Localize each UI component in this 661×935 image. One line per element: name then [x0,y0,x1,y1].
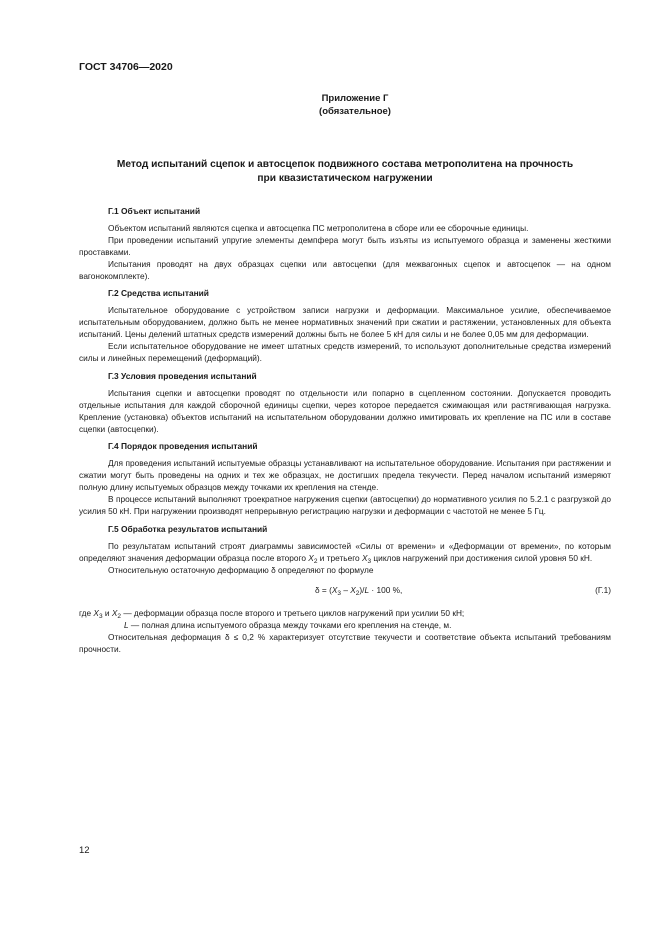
text-run: — деформации образца после второго и третьего циклов нагружений при усилии 50 кН; [121,608,465,619]
formula-expression [315,585,402,597]
subscript: 3 [98,613,103,621]
text-run: )/ [359,585,365,596]
variable-x: X [111,608,118,619]
document-body [79,206,611,656]
text-run: циклов нагружений при достижения силой уровня 50 кН. [371,552,593,563]
paragraph [79,541,611,565]
paragraph: Относительная деформация δ ≤ 0,2 % характеризует отсутствие текучести и соответствие объекта испытаний требованиям прочности. [79,632,611,655]
paragraph: Испытания проводят на двух образцах сцепки или автосцепки (для межвагонных сцепок и автосцепок — на одном вагонокомплекте). [79,258,611,281]
subscript: 3 [367,557,372,565]
text-run: – [341,585,351,596]
page-number: 12 [79,845,90,856]
paragraph: При проведении испытаний упругие элементы демпфера могут быть изъяты из испытуемого образца и заменены жесткими проставками. [79,234,611,257]
variable-x: X [361,552,368,563]
variable-x: X [308,552,314,563]
appendix-header [300,92,410,118]
paragraph: Испытания сцепки и автосцепки проводят по отдельности или попарно в сцепленном состоянии. Допускается проводить отдельные испытания для каждой сборочной единицы сцепки, через которое передается сжимающая или растягивающая нагрузка. Крепление (установка) объектов испытаний на испытательном оборудовании должно имитировать их крепление на ПС или в составе сцепки (автосцепки). [79,387,611,434]
variable-x: X [350,585,356,596]
subscript: 2 [355,590,360,598]
text-run: где [79,608,94,619]
text-run: По результатам испытаний строят диаграммы зависимостей «Силы от времени» и «Деформации от времени», по которым определяют значения деформации образца после второго [79,540,611,563]
text-run: и [102,608,112,619]
paragraph: Если испытательное оборудование не имеет штатных средств измерений, то используют дополнительные средства измерений силы и линейных перемещений (деформаций). [79,341,611,363]
formula-number: (Г.1) [595,585,611,596]
variable-x: X [331,585,338,596]
section-heading-g4: Г.4 Порядок проведения испытаний [108,441,258,452]
subscript: 2 [313,557,318,565]
subscript: 3 [337,590,342,598]
subscript: 2 [117,613,122,621]
text-run: · 100 %, [369,585,403,596]
title-line-2: при квазистатическом нагружении [257,173,433,184]
appendix-title: Приложение Г [321,93,389,104]
section-heading-g2: Г.2 Средства испытаний [108,288,209,299]
text-run: — полная длина испытуемого образца между точками его крепления на стенде, м. [128,620,452,631]
section-heading-g1: Г.1 Объект испытаний [108,206,201,216]
paragraph: Относительную остаточную деформацию δ определяют по формуле [108,564,374,575]
appendix-main-title [79,158,611,186]
section-heading-g3: Г.3 Условия проведения испытаний [108,370,257,381]
paragraph: В процессе испытаний выполняют троекратное нагружения сцепки (автосцепки) до нормативного усилия по 5.2.1 с разгрузкой до усилия 50 кН. При нагружении производят непрерывную регистрацию нагрузки и деформации с частотой не менее 5 Гц. [79,494,611,516]
formula-legend [124,620,611,632]
section-heading-g5: Г.5 Обработка результатов испытаний [108,523,268,534]
paragraph: Испытательное оборудование с устройством записи нагрузки и деформации. Максимальное усилие, обеспечиваемое испытательным оборудованием, должно быть не менее нормативных значений при сжатии и растяжении, установленных для объекта испытаний. Цены делений штатных средств измерений должны быть не более 5 кН для силы и не более 0,05 мм для деформации. [79,305,611,340]
text-run: δ = ( [315,585,332,596]
formula-g1 [79,585,611,598]
paragraph: Для проведения испытаний испытуемые образцы устанавливают на испытательное оборудование. Испытания при растяжении и сжатии могут быть проведены на одних и тех же образцах, не достигших предела текучести. Перед началом испытаний измеряют полную длину испытуемых образцов между точками их крепления на стенде. [79,458,611,493]
text-run: и третьего [317,552,362,563]
appendix-note: (обязательное) [319,106,391,117]
variable-l: L [364,585,370,596]
paragraph: Объектом испытаний являются сцепка и автосцепка ПС метрополитена в сборе или ее сборочные единицы. [108,222,529,233]
formula-legend [79,608,611,620]
standard-number: ГОСТ 34706—2020 [79,61,173,73]
variable-x: X [93,608,99,619]
variable-l: L [124,620,129,631]
title-line-1: Метод испытаний сцепок и автосцепок подвижного состава метрополитена на прочность [116,159,574,170]
